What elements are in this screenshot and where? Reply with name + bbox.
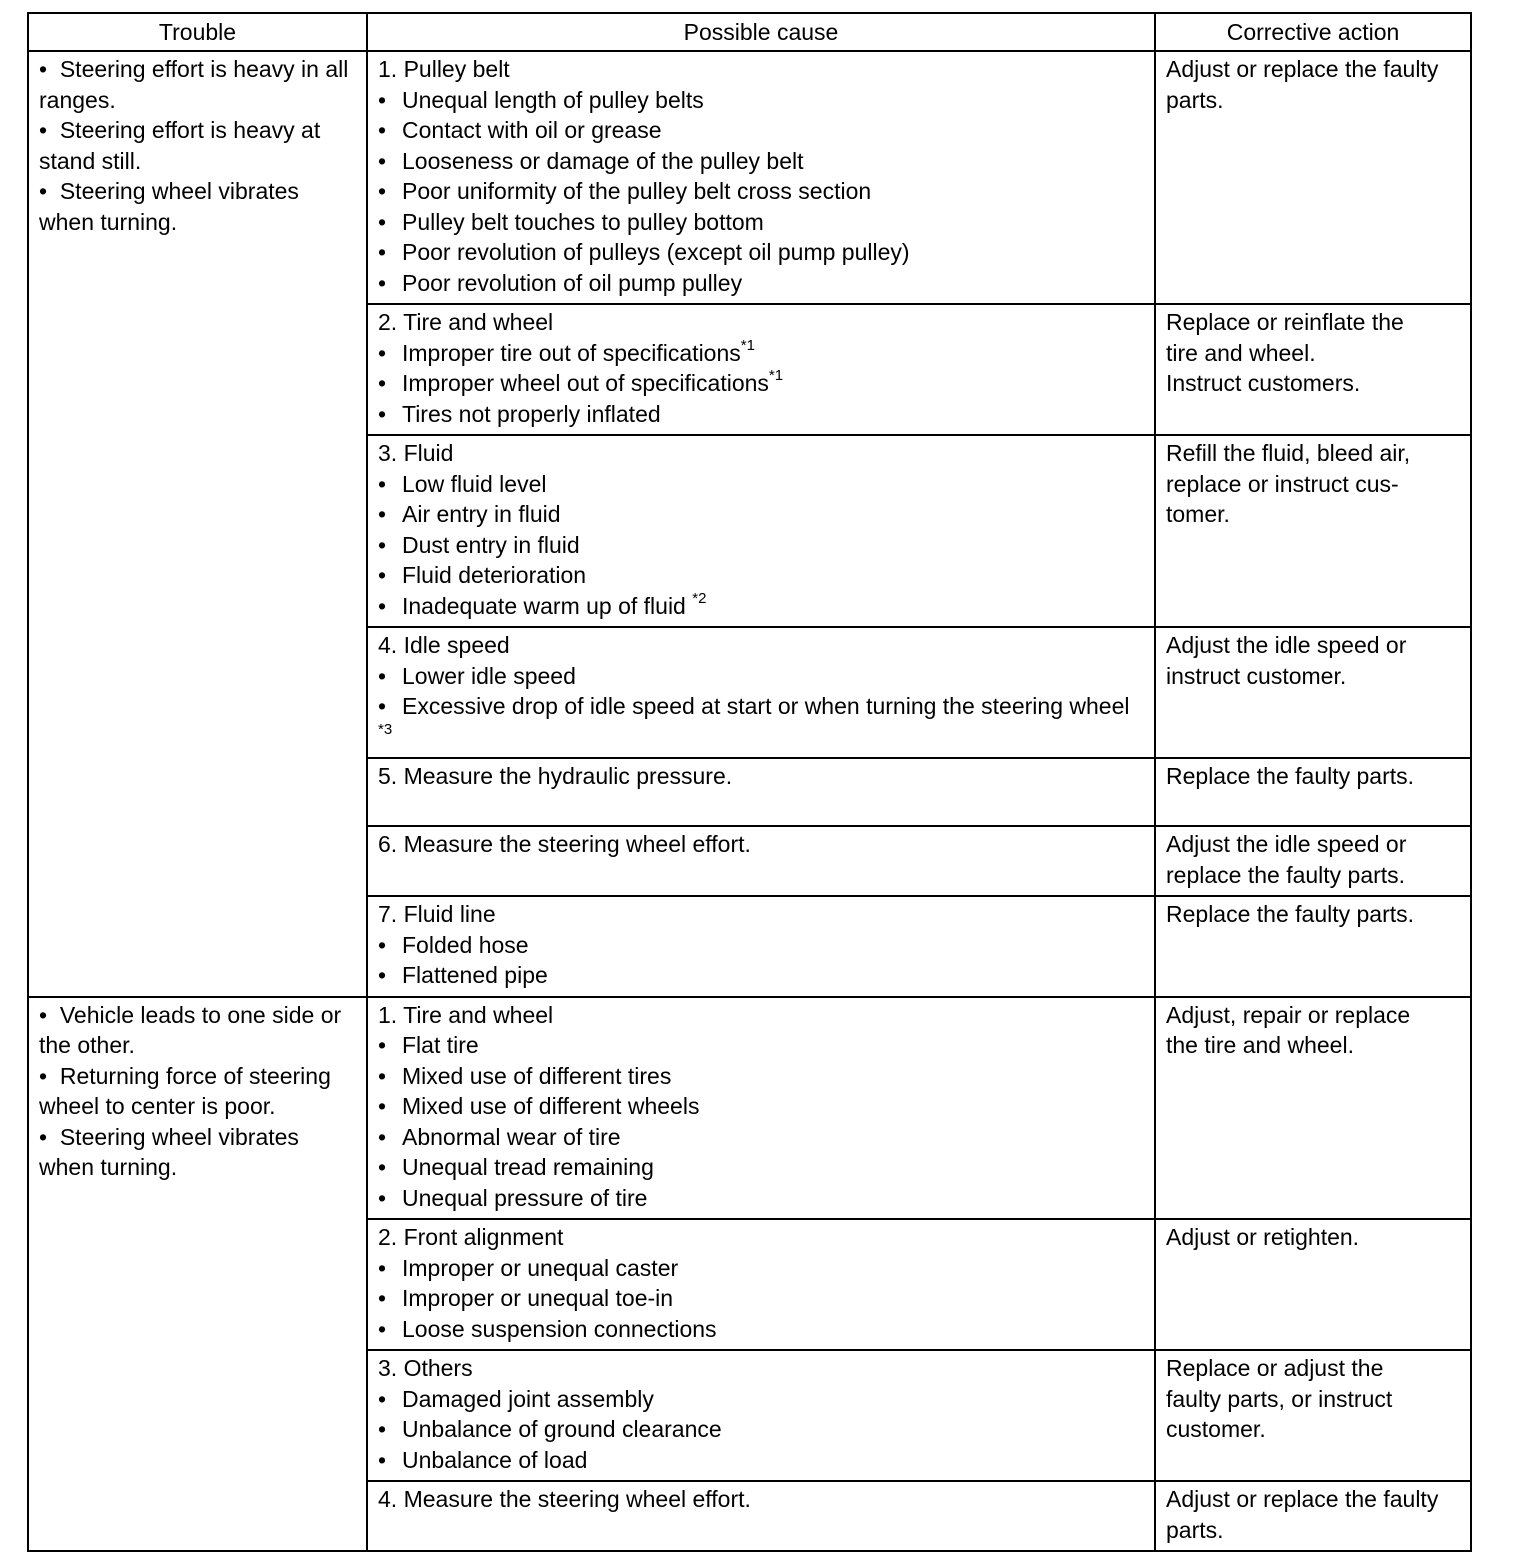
cause-item: • Tires not properly inflated [378, 400, 661, 427]
cause-item: • Inadequate warm up of fluid $^{*2}$ [378, 589, 707, 619]
cause-title: 4. Measure the steering wheel effort. [378, 1486, 751, 1512]
cause-cell [367, 1481, 1155, 1551]
header-corrective-action: Corrective action [1155, 13, 1471, 51]
cause-item: • Pulley belt touches to pulley bottom [378, 208, 764, 235]
cause-item: • Fluid deterioration [378, 562, 587, 588]
cause-item: • Flattened pipe [378, 962, 548, 988]
cause-title: 6. Measure the steering wheel effort. [378, 831, 751, 857]
action-line: parts. [1166, 1516, 1224, 1543]
cause-item: • Improper tire out of specifications$^{*1}$ [378, 336, 755, 366]
action-line: replace or instruct cus- [1166, 470, 1399, 497]
cause-item: • Damaged joint assembly [378, 1385, 654, 1412]
cause-item: • Flat tire [378, 1032, 479, 1058]
footnote-ref: *2 [692, 589, 707, 607]
action-cell [1155, 758, 1471, 826]
cause-item: • Poor uniformity of the pulley belt cross section [378, 178, 872, 204]
cause-title: 5. Measure the hydraulic pressure. [378, 763, 733, 789]
cause-item: • Folded hose [378, 931, 529, 958]
action-line: replace the faulty parts. [1166, 861, 1406, 888]
action-text: Adjust or replace the faulty parts. [1166, 56, 1439, 113]
cause-title: 3. Fluid [378, 440, 454, 466]
cause-item: • Mixed use of different wheels [378, 1093, 700, 1119]
action-line: instruct customer. [1166, 662, 1347, 689]
action-cell [1155, 896, 1471, 997]
cause-item: • Poor revolution of pulleys (except oil pump pulley) [378, 239, 910, 265]
action-cell [1155, 51, 1471, 304]
cause-title: 7. Fluid line [378, 901, 496, 927]
cause-item: • Unbalance of ground clearance [378, 1416, 722, 1442]
cause-title: 2. Tire and wheel [378, 309, 554, 335]
cause-title: 3. Others [378, 1355, 473, 1381]
action-line: faulty parts, or instruct [1166, 1385, 1393, 1412]
cause-cell [367, 304, 1155, 435]
cause-item: • Loose suspension connections [378, 1315, 717, 1342]
cause-item: • Improper or unequal toe-in [378, 1285, 674, 1311]
action-line: Instruct customers. [1166, 370, 1361, 396]
action-line: Replace or reinflate the [1166, 309, 1404, 335]
cause-title: 2. Front alignment [378, 1224, 564, 1250]
cause-cell [367, 435, 1155, 627]
trouble-cell [28, 51, 367, 997]
cause-cell [367, 997, 1155, 1220]
trouble-item: • Steering effort is heavy at stand still. [39, 117, 321, 174]
cause-item: • Unequal pressure of tire [378, 1184, 648, 1211]
cause-item: • Poor revolution of oil pump pulley [378, 269, 743, 296]
table-row [28, 51, 1471, 304]
cause-cell [367, 627, 1155, 758]
action-line: Adjust or retighten. [1166, 1224, 1360, 1250]
cause-cell [367, 758, 1155, 826]
action-line: Adjust the idle speed or [1166, 632, 1407, 658]
trouble-cell [28, 997, 367, 1552]
action-line: customer. [1166, 1416, 1266, 1442]
cause-item: • Improper or unequal caster [378, 1254, 679, 1281]
cause-item: • Excessive drop of idle speed at start or when turning the steering wheel $^{*3}$ [378, 693, 1130, 738]
cause-title: 1. Pulley belt [378, 56, 510, 82]
action-line: Adjust, repair or replace [1166, 1001, 1411, 1028]
action-line: Refill the fluid, bleed air, [1166, 440, 1411, 466]
action-line: Replace the faulty parts. [1166, 763, 1415, 789]
action-line: the tire and wheel. [1166, 1032, 1354, 1058]
action-cell [1155, 435, 1471, 627]
cause-title: 1. Tire and wheel [378, 1001, 554, 1028]
cause-item: • Improper wheel out of specifications$^{*1}$ [378, 367, 784, 396]
trouble-item: • Returning force of steering wheel to center is poor. [39, 1062, 331, 1119]
action-cell [1155, 627, 1471, 758]
cause-cell [367, 896, 1155, 997]
action-line: Replace or adjust the [1166, 1355, 1384, 1381]
cause-item: • Unequal tread remaining [378, 1154, 654, 1180]
trouble-item: • Steering effort is heavy in all ranges. [39, 56, 349, 113]
action-line: Adjust the idle speed or [1166, 831, 1407, 857]
action-line: Replace the faulty parts. [1166, 901, 1415, 927]
cause-item: • Air entry in fluid [378, 501, 561, 527]
header-trouble: Trouble [28, 13, 367, 51]
action-line: tomer. [1166, 501, 1230, 527]
cause-item: • Low fluid level [378, 470, 547, 497]
action-cell [1155, 1350, 1471, 1481]
header-row [28, 13, 1471, 51]
trouble-item: • Steering wheel vibrates when turning. [39, 178, 299, 235]
cause-item: • Lower idle speed [378, 662, 576, 689]
cause-item: • Unbalance of load [378, 1446, 588, 1473]
trouble-item: • Vehicle leads to one side or the other. [39, 1001, 342, 1058]
troubleshooting-table [27, 12, 1472, 1552]
table-row [28, 997, 1471, 1220]
cause-item: • Abnormal wear of tire [378, 1123, 621, 1150]
footnote-ref: *1 [740, 336, 755, 354]
cause-title: 4. Idle speed [378, 632, 510, 658]
trouble-item: • Steering wheel vibrates when turning. [39, 1123, 299, 1180]
cause-item: • Mixed use of different tires [378, 1062, 672, 1089]
cause-cell [367, 826, 1155, 896]
cause-item: • Dust entry in fluid [378, 531, 580, 558]
action-cell [1155, 1481, 1471, 1551]
action-line: Adjust or replace the faulty [1166, 1486, 1439, 1512]
header-possible-cause: Possible cause [367, 13, 1155, 51]
action-cell [1155, 304, 1471, 435]
cause-item: • Contact with oil or grease [378, 117, 662, 143]
action-cell [1155, 826, 1471, 896]
action-cell [1155, 997, 1471, 1220]
cause-cell [367, 1219, 1155, 1350]
cause-cell [367, 51, 1155, 304]
cause-item: • Looseness or damage of the pulley belt [378, 147, 804, 174]
footnote-ref: *1 [768, 367, 784, 385]
cause-item: • Unequal length of pulley belts [378, 86, 704, 113]
footnote-ref: *3 [378, 720, 393, 738]
action-cell [1155, 1219, 1471, 1350]
cause-cell [367, 1350, 1155, 1481]
action-line: tire and wheel. [1166, 339, 1316, 366]
